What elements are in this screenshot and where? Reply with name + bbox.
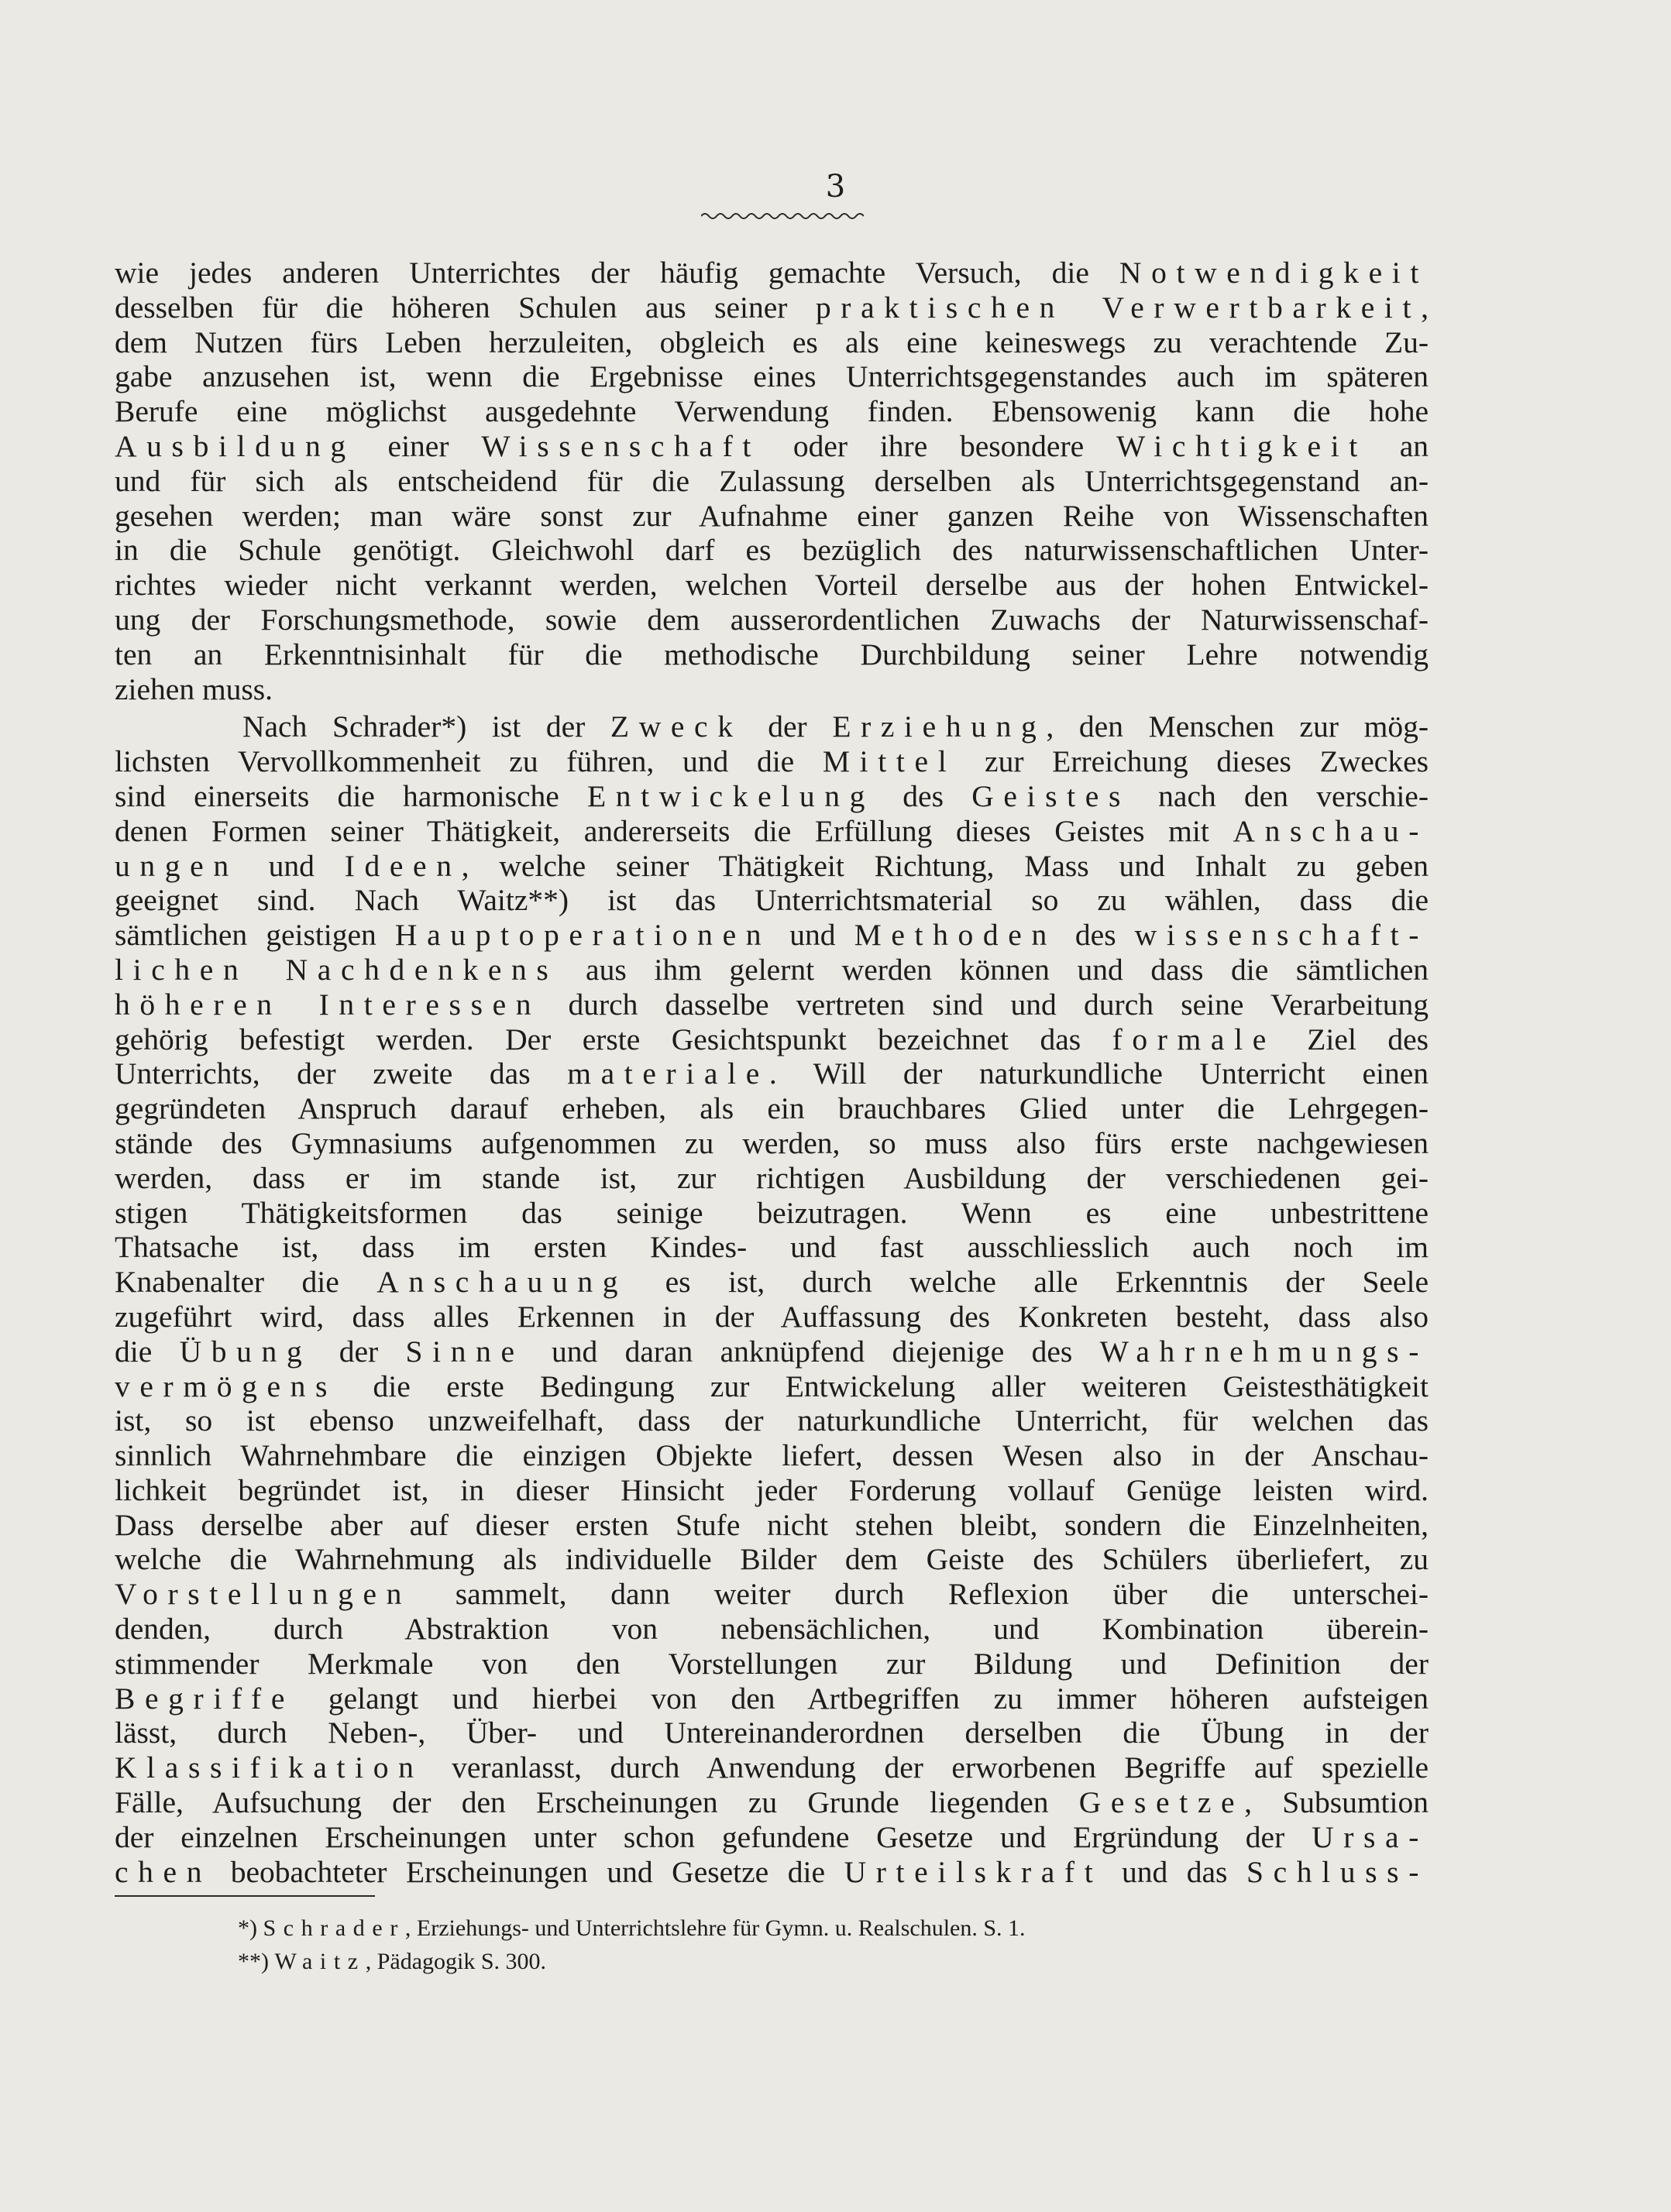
text-line bbox=[115, 256, 1429, 290]
text-run: an bbox=[1367, 428, 1429, 463]
emphasized-term: Gesetze bbox=[1078, 1785, 1245, 1820]
text-line bbox=[115, 1750, 1429, 1785]
text-run: stimmender Merkmale von den Vorstellungen zur Bildung und Definition der bbox=[115, 1646, 1429, 1681]
emphasized-term: Entwickelung bbox=[587, 778, 875, 813]
emphasized-term: Zweck bbox=[610, 709, 743, 744]
text-line bbox=[115, 1265, 1429, 1300]
text-run: ten an Erkenntnisinhalt für die methodische Durchbildung seiner Lehre notwendig bbox=[115, 637, 1429, 672]
emphasized-term: Ausbildung bbox=[115, 428, 356, 463]
emphasized-term: Wichtigkeit bbox=[1116, 428, 1367, 463]
text-line bbox=[115, 1612, 1429, 1647]
text-line bbox=[115, 533, 1429, 568]
emphasized-term: wissenschaft- bbox=[1134, 918, 1429, 953]
text-line bbox=[115, 672, 1429, 707]
text-line bbox=[115, 1542, 1429, 1577]
text-line bbox=[115, 814, 1429, 849]
emphasized-term: Wahrnehmungs- bbox=[1099, 1334, 1429, 1369]
footnote-mark: **) bbox=[238, 1949, 275, 1974]
text-line bbox=[115, 1716, 1429, 1750]
text-run: Berufe eine möglichst ausgedehnte Verwendung finden. Ebensowenig kann die hohe bbox=[115, 394, 1429, 429]
text-run: Fälle, Aufsuchung der den Erscheinungen zu Grunde liegenden bbox=[115, 1785, 1079, 1820]
text-run: denen Formen seiner Thätigkeit, andererseits die Erfüllung dieses Geistes mit bbox=[115, 813, 1233, 848]
text-line bbox=[115, 709, 1429, 744]
footnote-separator bbox=[115, 1895, 375, 1897]
text-run: lichkeit begründet ist, in dieser Hinsicht jeder Forderung vollauf Genüge leisten wird. bbox=[115, 1472, 1429, 1507]
text-run: werden, dass er im stande ist, zur richtigen Ausbildung der verschiedenen gei- bbox=[115, 1160, 1429, 1195]
text-line bbox=[115, 1820, 1429, 1855]
text-line bbox=[115, 953, 1429, 988]
text-run: zugeführt wird, dass alles Erkennen in der Auffassung des Konkreten besteht, dass also bbox=[115, 1299, 1429, 1334]
text-run: nach den verschie- bbox=[1129, 778, 1429, 813]
text-line bbox=[115, 1126, 1429, 1161]
text-line bbox=[115, 359, 1429, 394]
text-line bbox=[115, 779, 1429, 814]
text-line bbox=[115, 918, 1429, 953]
text-run: . Will der naturkundliche Unterricht einen bbox=[768, 1056, 1429, 1091]
emphasized-term: ungen bbox=[115, 848, 239, 883]
footnotes bbox=[238, 1911, 1026, 1978]
text-run: , welche seiner Thätigkeit Richtung, Mass und Inhalt zu geben bbox=[461, 848, 1429, 883]
footnote-text: , Erziehungs- und Unterrichtslehre für Gymn. u. Realschulen. S. 1. bbox=[404, 1915, 1026, 1941]
text-run: gelangt und hierbei von den Artbegriffen zu immer höheren aufsteigen bbox=[294, 1681, 1429, 1716]
text-line bbox=[115, 1022, 1429, 1057]
emphasized-term: Klassifikation bbox=[115, 1750, 424, 1785]
text-line bbox=[115, 883, 1429, 918]
footnote bbox=[238, 1945, 1026, 1978]
text-run: Thatsache ist, dass im ersten Kindes- und fast ausschliesslich auch noch im bbox=[115, 1230, 1429, 1265]
text-run: veranlasst, durch Anwendung der erworbenen Begriffe auf spezielle bbox=[423, 1750, 1429, 1785]
text-run: zur Erreichung dieses Zweckes bbox=[956, 744, 1429, 779]
text-line bbox=[115, 290, 1429, 325]
text-run: sammelt, dann weiter durch Reflexion über die unterschei- bbox=[411, 1577, 1429, 1612]
text-run: gabe anzusehen ist, wenn die Ergebnisse eines Unterrichtsgegenstandes auch im späteren bbox=[115, 359, 1429, 394]
text-run: desselben für die höheren Schulen aus seiner bbox=[115, 290, 816, 325]
text-run: lichsten Vervollkommenheit zu führen, und die bbox=[115, 744, 823, 779]
text-run: , den Menschen zur mög- bbox=[1046, 709, 1429, 744]
text-run: denden, durch Abstraktion von nebensächlichen, und Kombination überein- bbox=[115, 1612, 1429, 1647]
emphasized-term: lichen Nachdenkens bbox=[115, 952, 559, 987]
text-run: Unterrichts, der zweite das bbox=[115, 1056, 568, 1091]
text-run: und bbox=[238, 848, 345, 883]
text-line bbox=[115, 1681, 1429, 1716]
footnote-mark: *) bbox=[238, 1915, 263, 1941]
text-run: oder ihre besondere bbox=[761, 428, 1116, 463]
text-line bbox=[115, 568, 1429, 603]
text-line bbox=[115, 1508, 1429, 1543]
text-run: die bbox=[115, 1334, 180, 1369]
text-run: die erste Bedingung zur Entwickelung aller weiteren Geistesthätigkeit bbox=[337, 1369, 1429, 1403]
emphasized-term: Methoden bbox=[854, 918, 1057, 953]
emphasized-term: Ideen bbox=[344, 848, 462, 883]
text-line bbox=[115, 744, 1429, 779]
text-line bbox=[115, 1438, 1429, 1473]
text-run: sinnlich Wahrnehmbare die einzigen Objekte liefert, dessen Wesen also in der Anschau- bbox=[115, 1438, 1429, 1473]
text-line bbox=[115, 1403, 1429, 1438]
text-run: welche die Wahrnehmung als individuelle Bilder dem Geiste des Schülers überliefert, zu bbox=[115, 1542, 1429, 1577]
text-run: gegründeten Anspruch darauf erheben, als ein brauchbares Glied unter die Lehrgegen- bbox=[115, 1091, 1429, 1126]
text-line bbox=[115, 1300, 1429, 1334]
text-run: einer bbox=[355, 428, 482, 463]
emphasized-term: vermögens bbox=[115, 1369, 338, 1403]
text-line bbox=[115, 1473, 1429, 1508]
text-run: richtes wieder nicht verkannt werden, welchen Vorteil derselbe aus der hohen Entwickel- bbox=[115, 568, 1429, 603]
text-run: stände des Gymnasiums aufgenommen zu werden, so muss also fürs erste nachgewiesen bbox=[115, 1125, 1429, 1160]
footnote-text: , Pädagogik S. 300. bbox=[365, 1949, 547, 1974]
emphasized-term: Erziehung bbox=[832, 709, 1047, 744]
text-run: des bbox=[875, 778, 972, 813]
text-run: wie jedes anderen Unterrichtes der häufig gemachte Versuch, die bbox=[115, 256, 1119, 290]
text-run: , Subsumtion bbox=[1244, 1785, 1429, 1820]
text-run: beobachteter Erscheinungen und Gesetze die bbox=[211, 1854, 844, 1889]
text-line bbox=[115, 1647, 1429, 1681]
text-line bbox=[115, 394, 1429, 429]
text-run: sind einerseits die harmonische bbox=[115, 778, 587, 813]
emphasized-term: Wissenschaft bbox=[481, 428, 762, 463]
text-run: und für sich als entscheidend für die Zulassung derselben als Unterrichtsgegenstand an- bbox=[115, 463, 1429, 498]
text-run: sämtlichen geistigen bbox=[115, 918, 395, 953]
text-run: in die Schule genötigt. Gleichwohl darf es bezüglich des naturwissenschaftlichen Unter- bbox=[115, 533, 1429, 568]
text-run: und bbox=[771, 918, 854, 953]
text-run: und das bbox=[1102, 1854, 1246, 1889]
text-line bbox=[115, 1230, 1429, 1265]
emphasized-term: Ursa- bbox=[1312, 1819, 1429, 1854]
emphasized-term: Notwendigkeit bbox=[1119, 256, 1429, 290]
text-line bbox=[115, 1785, 1429, 1820]
emphasized-term: Urteilskraft bbox=[844, 1854, 1103, 1889]
emphasized-term: Anschau- bbox=[1233, 813, 1429, 848]
text-line bbox=[115, 637, 1429, 672]
footnote bbox=[238, 1911, 1026, 1945]
text-run: ziehen muss. bbox=[115, 672, 273, 706]
emphasized-term: materiale bbox=[567, 1056, 769, 1091]
emphasized-term: chen bbox=[115, 1854, 212, 1889]
text-run: der bbox=[742, 709, 833, 744]
emphasized-term: Vorstellungen bbox=[115, 1577, 412, 1612]
emphasized-term: praktischen Verwertbarkeit bbox=[815, 290, 1422, 325]
text-run: , bbox=[1421, 290, 1429, 325]
emphasized-term: Geistes bbox=[971, 778, 1130, 813]
text-run: Ziel des bbox=[1275, 1022, 1429, 1056]
text-run: aus ihm gelernt werden können und dass die sämtlichen bbox=[558, 952, 1429, 987]
text-run: geeignet sind. Nach Waitz**) ist das Unterrichtsmaterial so zu wählen, dass die bbox=[115, 883, 1429, 918]
text-run: lässt, durch Neben-, Über- und Untereinanderordnen derselben die Übung in der bbox=[115, 1716, 1429, 1750]
text-run: gehörig befestigt werden. Der erste Gesichtspunkt bezeichnet das bbox=[115, 1022, 1112, 1056]
text-line bbox=[115, 1161, 1429, 1196]
text-run: Dass derselbe aber auf dieser ersten Stufe nicht stehen bleibt, sondern die Einzelnheiten, bbox=[115, 1507, 1429, 1542]
wavy-ornament-divider bbox=[701, 211, 864, 222]
body-text bbox=[115, 256, 1429, 1889]
text-line bbox=[115, 1334, 1429, 1369]
footnote-author: Waitz bbox=[274, 1949, 366, 1974]
text-run: durch dasselbe vertreten sind und durch seine Verarbeitung bbox=[541, 987, 1429, 1022]
text-run: ung der Forschungsmethode, sowie dem ausserordentlichen Zuwachs der Naturwissenschaf- bbox=[115, 602, 1429, 637]
text-line bbox=[115, 988, 1429, 1022]
text-run: ist, so ist ebenso unzweifelhaft, dass der naturkundliche Unterricht, für welchen das bbox=[115, 1403, 1429, 1438]
text-line bbox=[115, 849, 1429, 884]
text-run: des bbox=[1056, 918, 1135, 953]
text-line bbox=[115, 499, 1429, 534]
page-number: 3 bbox=[825, 169, 846, 204]
text-run: gesehen werden; man wäre sonst zur Aufnahme einer ganzen Reihe von Wissenschaften bbox=[115, 498, 1429, 533]
text-run: dem Nutzen fürs Leben herzuleiten, obgleich es als eine keineswegs zu verachtende Zu- bbox=[115, 325, 1429, 359]
emphasized-term: höheren Interessen bbox=[115, 987, 542, 1022]
text-run: es ist, durch welche alle Erkenntnis der Seele bbox=[627, 1265, 1429, 1300]
text-run: und daran anknüpfend diejenige des bbox=[524, 1334, 1100, 1369]
text-line bbox=[115, 464, 1429, 499]
text-line bbox=[115, 603, 1429, 637]
text-line bbox=[115, 1091, 1429, 1126]
text-line bbox=[115, 1855, 1429, 1890]
emphasized-term: Schluss- bbox=[1246, 1854, 1429, 1889]
emphasized-term: Begriffe bbox=[115, 1681, 295, 1716]
text-line bbox=[115, 325, 1429, 360]
text-run: stigen Thätigkeitsformen das seinige beizutragen. Wenn es eine unbestrittene bbox=[115, 1195, 1429, 1230]
emphasized-term: Mittel bbox=[822, 744, 957, 779]
text-run: der einzelnen Erscheinungen unter schon gefundene Gesetze und Ergründung der bbox=[115, 1819, 1312, 1854]
text-line bbox=[115, 429, 1429, 464]
text-run: Knabenalter die bbox=[115, 1265, 377, 1300]
text-line bbox=[115, 1056, 1429, 1091]
text-line bbox=[115, 1196, 1429, 1231]
emphasized-term: Anschauung bbox=[376, 1265, 628, 1300]
text-run: der bbox=[311, 1334, 406, 1369]
text-line bbox=[115, 1577, 1429, 1612]
emphasized-term: Hauptoperationen bbox=[394, 918, 772, 953]
footnote-author: Schrader bbox=[263, 1915, 405, 1941]
text-run: Nach Schrader*) ist der bbox=[242, 709, 610, 744]
emphasized-term: formale bbox=[1112, 1022, 1276, 1056]
emphasized-term: Sinne bbox=[405, 1334, 524, 1369]
emphasized-term: Übung bbox=[179, 1334, 312, 1369]
text-line bbox=[115, 1369, 1429, 1404]
